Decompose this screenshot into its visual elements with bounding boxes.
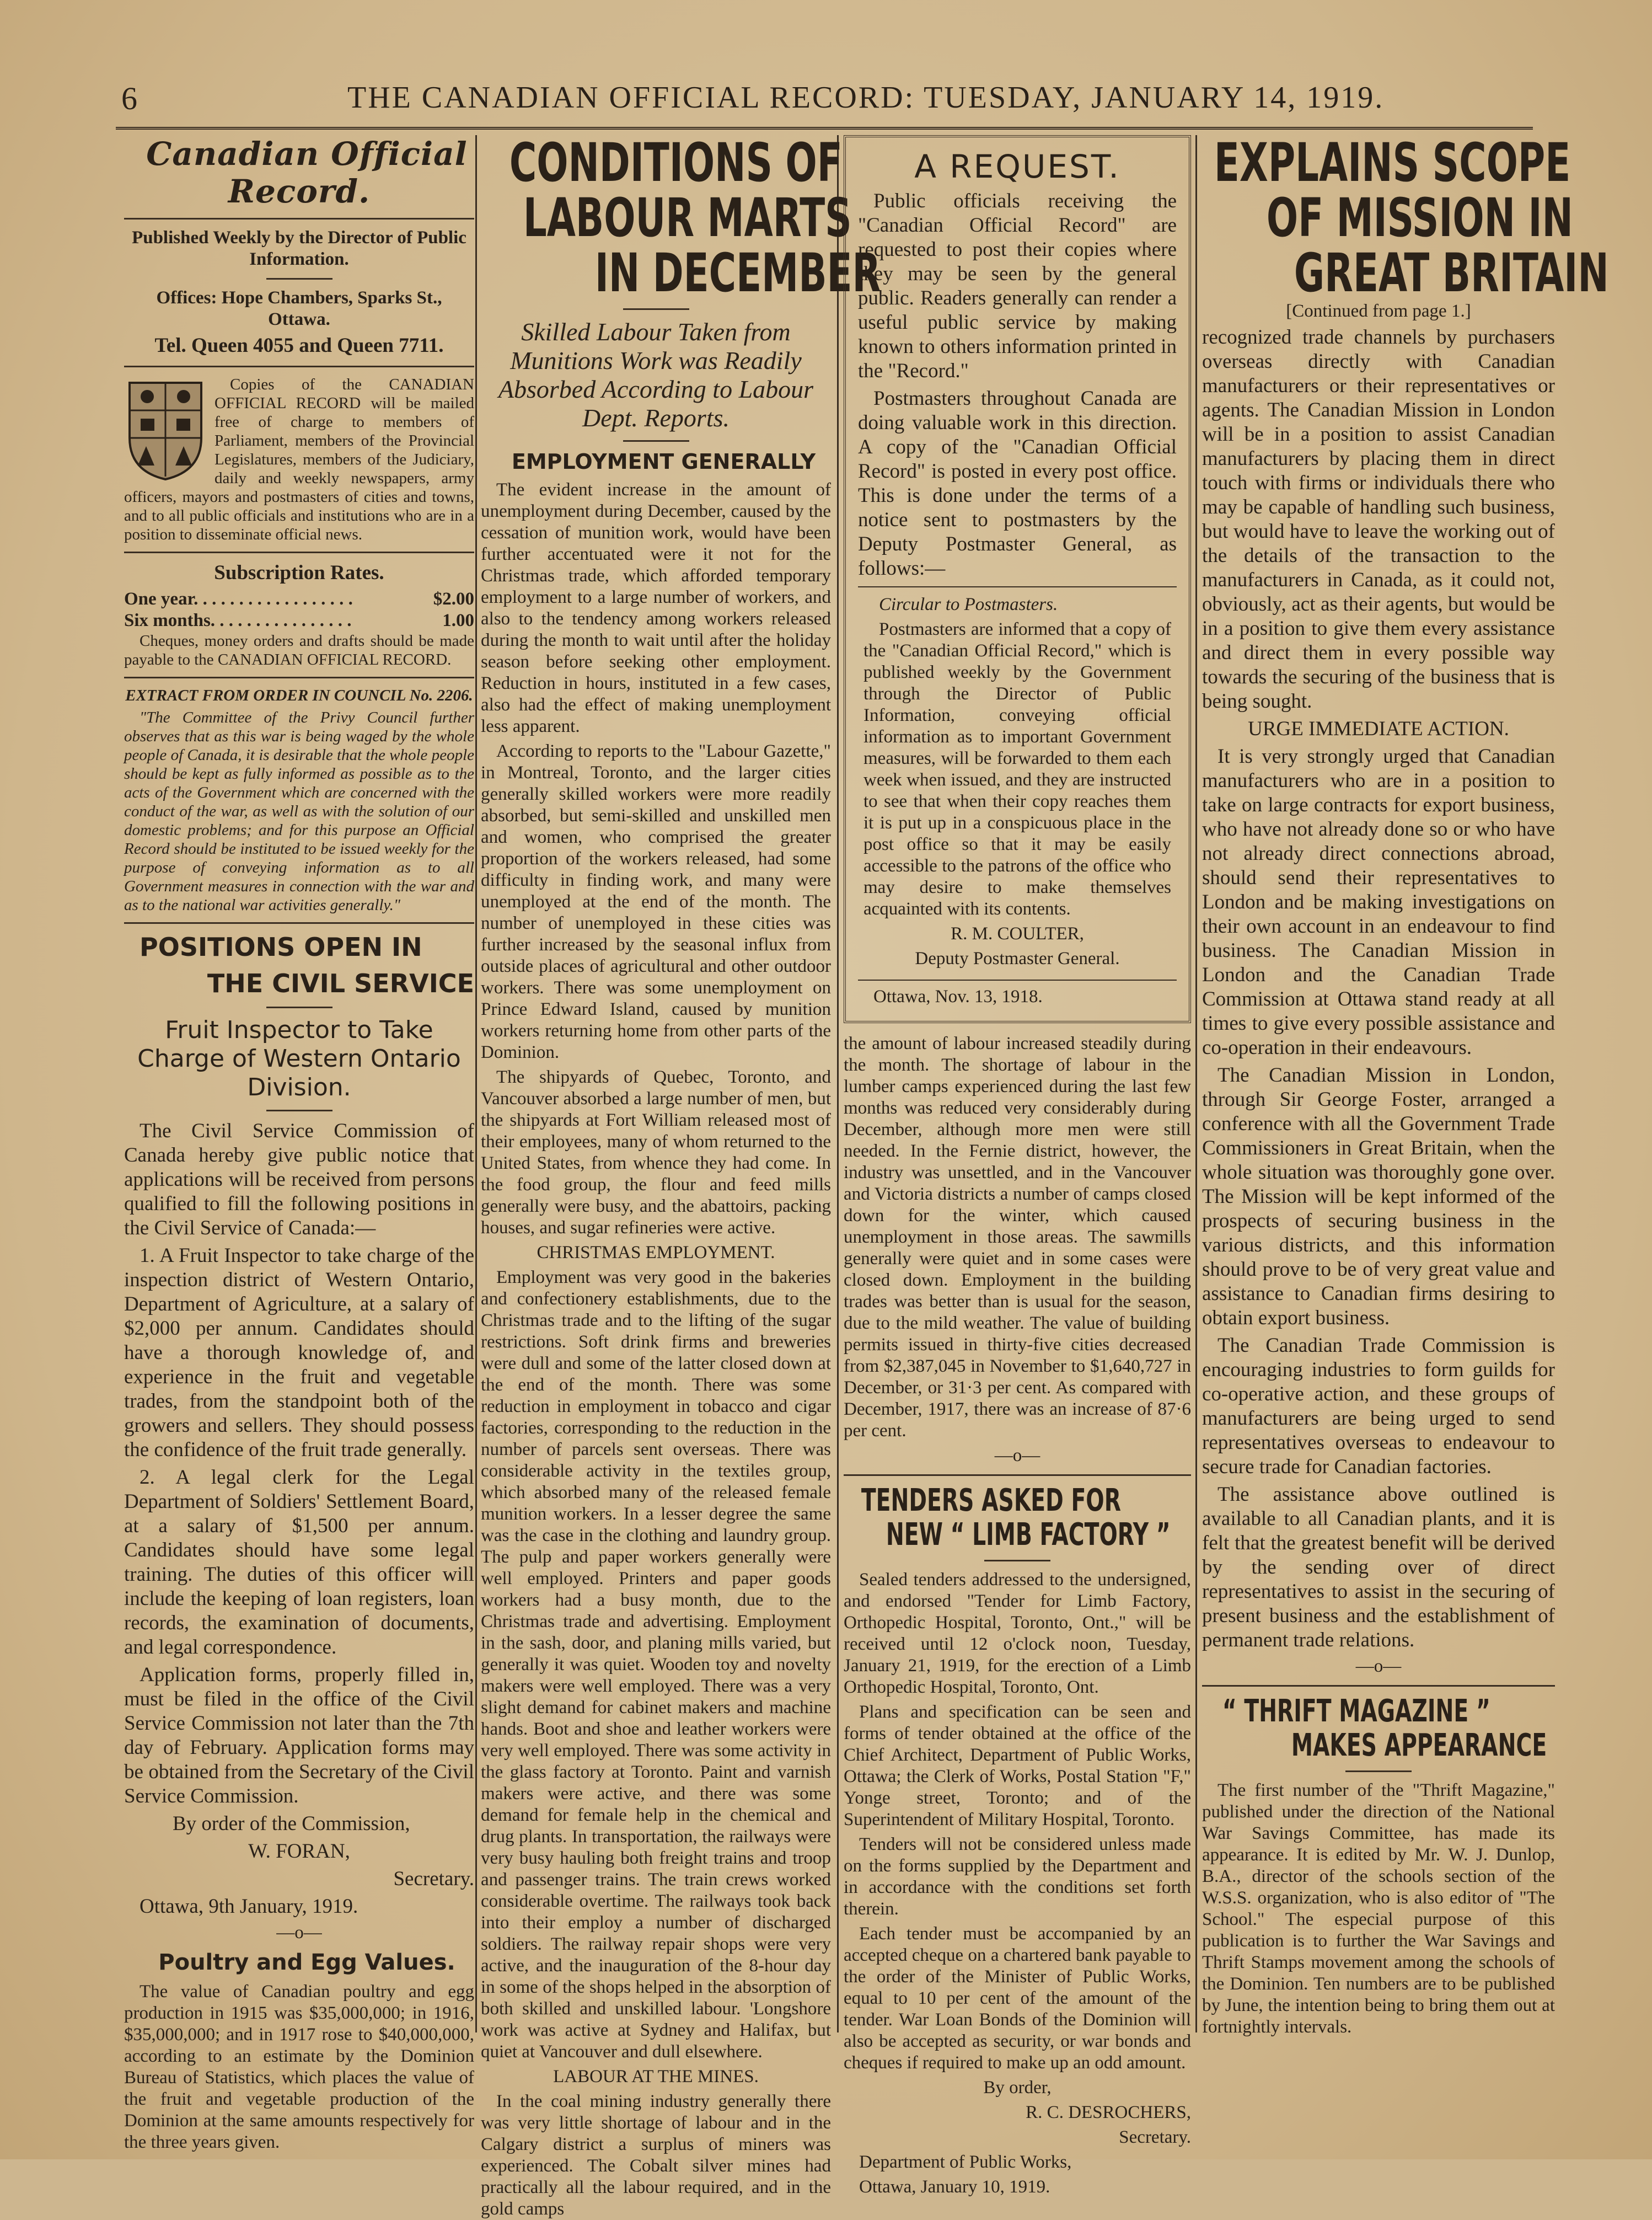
article-paragraph: Plans and specification can be seen and forms of tender obtained at the office of the Chief Architect, Department of Public Works, Ottawa; the Clerk of Works, Postal Station "F," Yonge street, Toronto; and of the Superintendent of Military Hospital, Toronto.: [844, 1702, 1191, 1830]
column-3: [844, 135, 1191, 2197]
signature-line: By order,: [983, 2078, 1052, 2098]
signature-dept: Department of Public Works,: [859, 2152, 1072, 2172]
divider: [266, 1007, 332, 1008]
scope-head-1: EXPLAINS SCOPE: [1214, 132, 1571, 194]
scope-head-3: GREAT BRITAIN: [1294, 242, 1609, 304]
signature-line: By order of the Commission,: [173, 1812, 410, 1835]
positions-subheading: Fruit Inspector to Take Charge of Western Ontario Division.: [137, 1016, 461, 1101]
masthead-offices: Offices: Hope Chambers, Sparks St., Ottawa.: [156, 288, 442, 329]
divider: [1202, 1685, 1555, 1687]
separator: —o—: [994, 1446, 1040, 1465]
rate-price: $2.00: [433, 589, 474, 609]
divider: [124, 552, 474, 553]
divider: [124, 677, 474, 678]
dateline: Ottawa, January 10, 1919.: [859, 2177, 1050, 2197]
article-paragraph: According to reports to the "Labour Gazette," in Montreal, Toronto, and the larger cities generally skilled workers were more readily absorbed, but semi-skilled and unskilled men and women, who comprised the greater proportion of the workers released, had some difficulty in finding work, and many were unemployed at the end of the month. The number of unemployed in these cities was further increased by the seasonal influx from outside places of agricultural and other outdoor workers. There was some unemployment on Prince Edward Island, caused by munition workers returning home from other parts of the Dominion.: [481, 741, 831, 1062]
circular-title: Circular to Postmasters.: [879, 595, 1058, 614]
signature-name: R. M. COULTER,: [951, 924, 1084, 944]
labour-deck: Skilled Labour Taken from Munitions Work was Readily Absorbed According to Labour Dept. Reports.: [498, 318, 814, 432]
column-4: [1202, 132, 1609, 2071]
divider: [984, 1560, 1050, 1561]
divider: [623, 308, 689, 310]
labour-head-2: LABOUR MARTS: [523, 187, 852, 249]
masthead: [124, 135, 474, 924]
rate-label: One year. . . . . . . . . . . . . . . . . .: [124, 589, 353, 609]
article-paragraph: The Canadian Trade Commission is encouraging industries to form guilds for co-operative action, and these groups of manufacturers are being urged to send representatives overseas to endeavour to secure trade for Canadian factories.: [1202, 1334, 1555, 1478]
article-paragraph: The shipyards of Quebec, Toronto, and Vancouver absorbed a large number of men, but the shipyards at Fort William released most of their employees, many of whom returned to the United States, from whence they had come. In the food group, the flour and feed mills generally were busy, and the abattoirs, packing houses, and sugar refineries were active.: [481, 1067, 831, 1238]
article-paragraph: Postmasters throughout Canada are doing valuable work in this direction. A copy of the "Canadian Official Record" is posted in every post office. This is done under the terms of a notice sent to postmasters by the Deputy Postmaster General, as follows:—: [858, 387, 1177, 580]
labour-sub-1: EMPLOYMENT GENERALLY: [511, 450, 816, 474]
masthead-copies: Copies of the CANADIAN OFFICIAL RECORD will be mailed free of charge to members of Parliament, members of the Provincial Legislatures, members of the Judiciary, daily and weekly newspapers, army officers, mayors and postmasters of cities and towns, and to all public officials and institutions who are in a position to disseminate official news.: [124, 376, 474, 543]
divider: [124, 218, 474, 220]
positions-heading-1: POSITIONS OPEN IN: [140, 932, 422, 962]
column-2: [481, 132, 881, 2219]
separator: —o—: [276, 1923, 322, 1943]
article-paragraph: The Canadian Mission in London, through Sir George Foster, arranged a conference with all the Government Trade Commissioners in Great Britain, when the whole situation was thoroughly gone over. The Mission will be kept informed of the prospects of securing business in the various districts, and this information should prove to be of very great value and assistance to Canadian firms desiring to obtain export business.: [1202, 1064, 1555, 1329]
column-rule: [475, 135, 477, 2032]
article-paragraph: Public officials receiving the "Canadian Official Record" are requested to post their copies where they may be seen by the general public. Readers generally can render a useful public service by making known to others information printed in the "Record.": [858, 190, 1177, 382]
article-paragraph: Postmasters are informed that a copy of the "Canadian Official Record," which is published weekly by the Government through the Director of Public Information, conveying official information as to important Government measures, will be forwarded to them each week when issued, and they are instructed to see that when their copy reaches them it is put up in a conspicuous place in the post office so that it may be easily accessible to the patrons of the office who may desire to make themselves acquainted with its contents.: [863, 619, 1171, 919]
column-rule: [1195, 135, 1197, 2032]
circular-box: [858, 586, 1177, 981]
labour-sub-3: LABOUR AT THE MINES.: [553, 2067, 759, 2087]
article-paragraph: The Civil Service Commission of Canada hereby give public notice that applications will be received from persons qualified to fill the following positions in the Civil Service of Canada:—: [124, 1120, 474, 1239]
article-paragraph: recognized trade channels by purchasers overseas directly with Canadian manufacturers or their representatives or agents. The Canadian Mission in London will be in a position to assist Canadian manufacturers by placing them in direct touch with firms or individuals there who may be capable of handling such business, but would have to leave the working out of the details of the transaction to the manufacturers in Canada, as it could not, obviously, act as their agents, but would be in a position to give them every assistance and direct them in every possible way towards the securing of the business that is being sought.: [1202, 326, 1555, 713]
article-paragraph: In the coal mining industry generally there was very little shortage of labour and in the Calgary district a surplus of miners was experienced. The Cobalt silver mines had practically all the labour required, and in the gold camps: [481, 2091, 831, 2219]
article-paragraph: 2. A legal clerk for the Legal Department of Soldiers' Settlement Board, at a salary of $1,500 per annum. Candidates should have some legal training. The duties of this officer will include the keeping of loan registers, loan records, the examination of documents, and legal correspondence.: [124, 1466, 474, 1659]
continued-note: [Continued from page 1.]: [1286, 301, 1471, 321]
thrift-article: [1202, 1694, 1555, 2038]
signature-title: Secretary.: [393, 1868, 474, 1890]
labour-continued: the amount of labour increased steadily during the month. The shortage of labour in the lumber camps experienced during the last few months was reduced very considerably during December, although more men were still needed. In the Fernie district, however, the industry was unsettled, and in the Vancouver and Victoria districts a number of camps closed down for the winter, which caused unemployment in those areas. The sawmills generally were quiet and in some cases were closed down. Employment in the building trades was better than is usual for the season, due to the mild weather. The value of building permits issued in thirty-five cities decreased from $2,387,045 in November to $1,640,727 in December, or 31·3 per cent. As compared with December, 1917, there was an increase of 87·6 per cent.: [844, 1034, 1191, 1441]
positions-heading-2: THE CIVIL SERVICE: [207, 969, 474, 998]
extract-title: EXTRACT FROM ORDER IN COUNCIL No. 2206.: [125, 687, 473, 704]
rate-label: Six months. . . . . . . . . . . . . . . .: [124, 611, 352, 630]
page-header: [116, 77, 1533, 130]
divider: [266, 278, 332, 280]
article-paragraph: The first number of the "Thrift Magazine," published under the direction of the National War Savings Committee, has made its appearance. It is edited by Mr. W. J. Dunlop, B.A., director of the schools section of the W.S.S. organization, who is also editor of "The School." The especial purpose of this publication is to further the War Savings and Thrift Stamps movement among the schools of the Dominion. Ten numbers are to be published by June, the intention being to bring them out at fortnightly intervals.: [1202, 1780, 1555, 2037]
rate-row: [124, 610, 474, 632]
signature-title: Deputy Postmaster General.: [915, 949, 1120, 969]
thrift-head-2: MAKES APPEARANCE: [1291, 1727, 1547, 1763]
divider: [266, 1110, 332, 1111]
article-paragraph: The value of Canadian poultry and egg production in 1915 was $35,000,000; in 1916, $35,000,000; and in 1917 rose to $40,000,000, according to an estimate by the Dominion Bureau of Statistics, which places the value of the fruit and vegetable production of the Dominion at the same amounts respectively for the three years given.: [124, 1982, 474, 2152]
signature-name: R. C. DESROCHERS,: [1026, 2103, 1191, 2122]
positions-article: [124, 932, 474, 1944]
tenders-article: [844, 1484, 1191, 2198]
page-number: 6: [121, 81, 137, 116]
labour-sub-2: CHRISTMAS EMPLOYMENT.: [537, 1243, 775, 1263]
tenders-head-2: NEW “ LIMB FACTORY ”: [886, 1517, 1171, 1553]
request-box: [844, 135, 1191, 1023]
labour-head-1: CONDITIONS OF: [509, 132, 843, 194]
divider: [844, 1474, 1191, 1476]
poultry-article: [124, 1949, 474, 2153]
masthead-published: Published Weekly by the Director of Public Information.: [132, 228, 466, 269]
scope-sub-1: URGE IMMEDIATE ACTION.: [1248, 718, 1509, 740]
labour-headline: [481, 132, 881, 304]
labour-head-3: IN DECEMBER: [594, 242, 881, 304]
article-paragraph: It is very strongly urged that Canadian manufacturers who are in a position to take on large contracts for export business, who have not already done so or who have not already direct connections abroad, should send their representatives to London and be making investigations on their own account in an endeavour to find business. The Canadian Mission in London and the Canadian Trade Commission at Ottawa stand ready at all times to give every possible assistance and co-operation in their endeavours.: [1202, 745, 1555, 1059]
divider: [124, 366, 474, 367]
dateline: Ottawa, 9th January, 1919.: [140, 1895, 358, 1918]
article-paragraph: Sealed tenders addressed to the undersigned, and endorsed "Tender for Limb Factory, Orthopedic Hospital, Toronto, Ont.," will be received until 12 o'clock noon, Tuesday, January 21, 1919, for the erection of a Limb Orthopedic Hospital, Toronto, Ont.: [844, 1570, 1191, 1697]
tenders-head-1: TENDERS ASKED FOR: [861, 1483, 1121, 1518]
request-title: A REQUEST.: [914, 148, 1120, 185]
signature-title: Secretary.: [1119, 2127, 1191, 2147]
article-paragraph: Employment was very good in the bakeries and confectionery establishments, due to the Christmas trade and to the lifting of the sugar restrictions. Soft drink firms and breweries were dull and some of the latter closed down at the end of the month. There was some reduction in employment in tobacco and cigar factories, corresponding to the reduction in the number of parcels sent overseas. There was considerable activity in the textiles group, which absorbed many of the released female munition workers. In a lesser degree the same was the case in the clothing and laundry group. The pulp and paper workers generally were well employed. Printers and paper goods workers had a busy month, due to the Christmas trade and advertising. Employment in the sash, door, and planing mills varied, but generally it was quiet. Wooden toy and novelty makers were well employed. There was a very slight demand for cabinet makers and machine hands. Boot and shoe and leather workers were very well employed. There was some activity in the glass factory at Toronto. Paint and varnish makers were active, and there was some demand for female help in the chemical and drug plants. In transportation, the railways were very busy hauling both freight trains and troop and passenger trains. The train crews worked considerable overtime. The railways took back into their employ a number of discharged soldiers. The railway repair shops were very active, and the inauguration of the 8-hour day in some of the shops helped in the absorption of both skilled and unskilled labour. 'Longshore work was active at Sydney and Halifax, but quiet at Vancouver and dull elsewhere.: [481, 1267, 831, 2062]
extract-text: "The Committee of the Privy Council further observes that as this war is being waged by the whole people of Canada, it is desirable that the whole people should be kept as fully informed as possible as to the acts of the Government which are concerned with the conduct of the war, as well as with the solution of our domestic problems; and for this purpose an Official Record should be instituted to be issued weekly for the purpose of conveying information as to all Government measures in connection with the war and as to the national war activities generally.": [124, 709, 474, 914]
column-rule: [837, 135, 839, 2032]
masthead-name: Canadian Official Record.: [146, 135, 468, 210]
thrift-head-1: “ THRIFT MAGAZINE ”: [1222, 1693, 1490, 1729]
article-paragraph: Tenders will not be considered unless made on the forms supplied by the Department and in accordance with the conditions set forth therein.: [844, 1834, 1191, 1919]
rate-price: 1.00: [442, 611, 474, 630]
divider: [1345, 1770, 1412, 1772]
rate-row: [124, 589, 474, 610]
dateline: Ottawa, Nov. 13, 1918.: [873, 987, 1043, 1007]
subscription-title: Subscription Rates.: [214, 561, 384, 584]
coat-of-arms-icon: [124, 377, 207, 482]
newspaper-title: THE CANADIAN OFFICIAL RECORD: TUESDAY, JANUARY 14, 1919.: [347, 81, 1385, 115]
separator: —o—: [1355, 1656, 1402, 1676]
article-paragraph: The assistance above outlined is available to all Canadian plants, and it is felt that the greatest benefit will be derived by the sending over of direct representatives to assist in the securing of present business and the establishment of permanent trade relations.: [1202, 1483, 1555, 1651]
scope-headline: [1202, 132, 1609, 304]
article-paragraph: Each tender must be accompanied by an accepted cheque on a chartered bank payable to the order of the Minister of Public Works, equal to 10 per cent of the amount of the tender. War Loan Bonds of the Dominion will also be accepted as security, or war bonds and cheques if required to make up an odd amount.: [844, 1924, 1191, 2073]
signature-name: W. FORAN,: [248, 1840, 350, 1863]
divider: [124, 922, 474, 924]
poultry-title: Poultry and Egg Values.: [158, 1950, 455, 1975]
scope-head-2: OF MISSION IN: [1266, 187, 1573, 249]
divider: [623, 440, 689, 442]
article-paragraph: 1. A Fruit Inspector to take charge of the inspection district of Western Ontario, Department of Agriculture, at a salary of $2,000 per annum. Candidates should have a thorough knowledge of, and experience in the fruit and vegetable trades, from the standpoint both of the growers and sellers. They should possess the confidence of the fruit trade generally.: [124, 1244, 474, 1461]
article-paragraph: Application forms, properly filled in, must be filed in the office of the Civil Service Commission not later than the 7th day of February. Application forms may be obtained from the Secretary of the Civil Service Commission.: [124, 1663, 474, 1807]
column-1: [124, 135, 474, 2152]
cheques-note: Cheques, money orders and drafts should be made payable to the CANADIAN OFFICIAL RECORD.: [124, 632, 474, 668]
article-paragraph: The evident increase in the amount of unemployment during December, caused by the cessation of munition work, would have been further accentuated were it not for the Christmas trade, which afforded temporary employment to a large number of workers, and also to the tendency among workers released during the month to wait until after the holiday season before seeking other employment. Reduction in hours, instituted in a few cases, also had the effect of making unemployment less apparent.: [481, 480, 831, 736]
masthead-tel: Tel. Queen 4055 and Queen 7711.: [154, 334, 444, 357]
